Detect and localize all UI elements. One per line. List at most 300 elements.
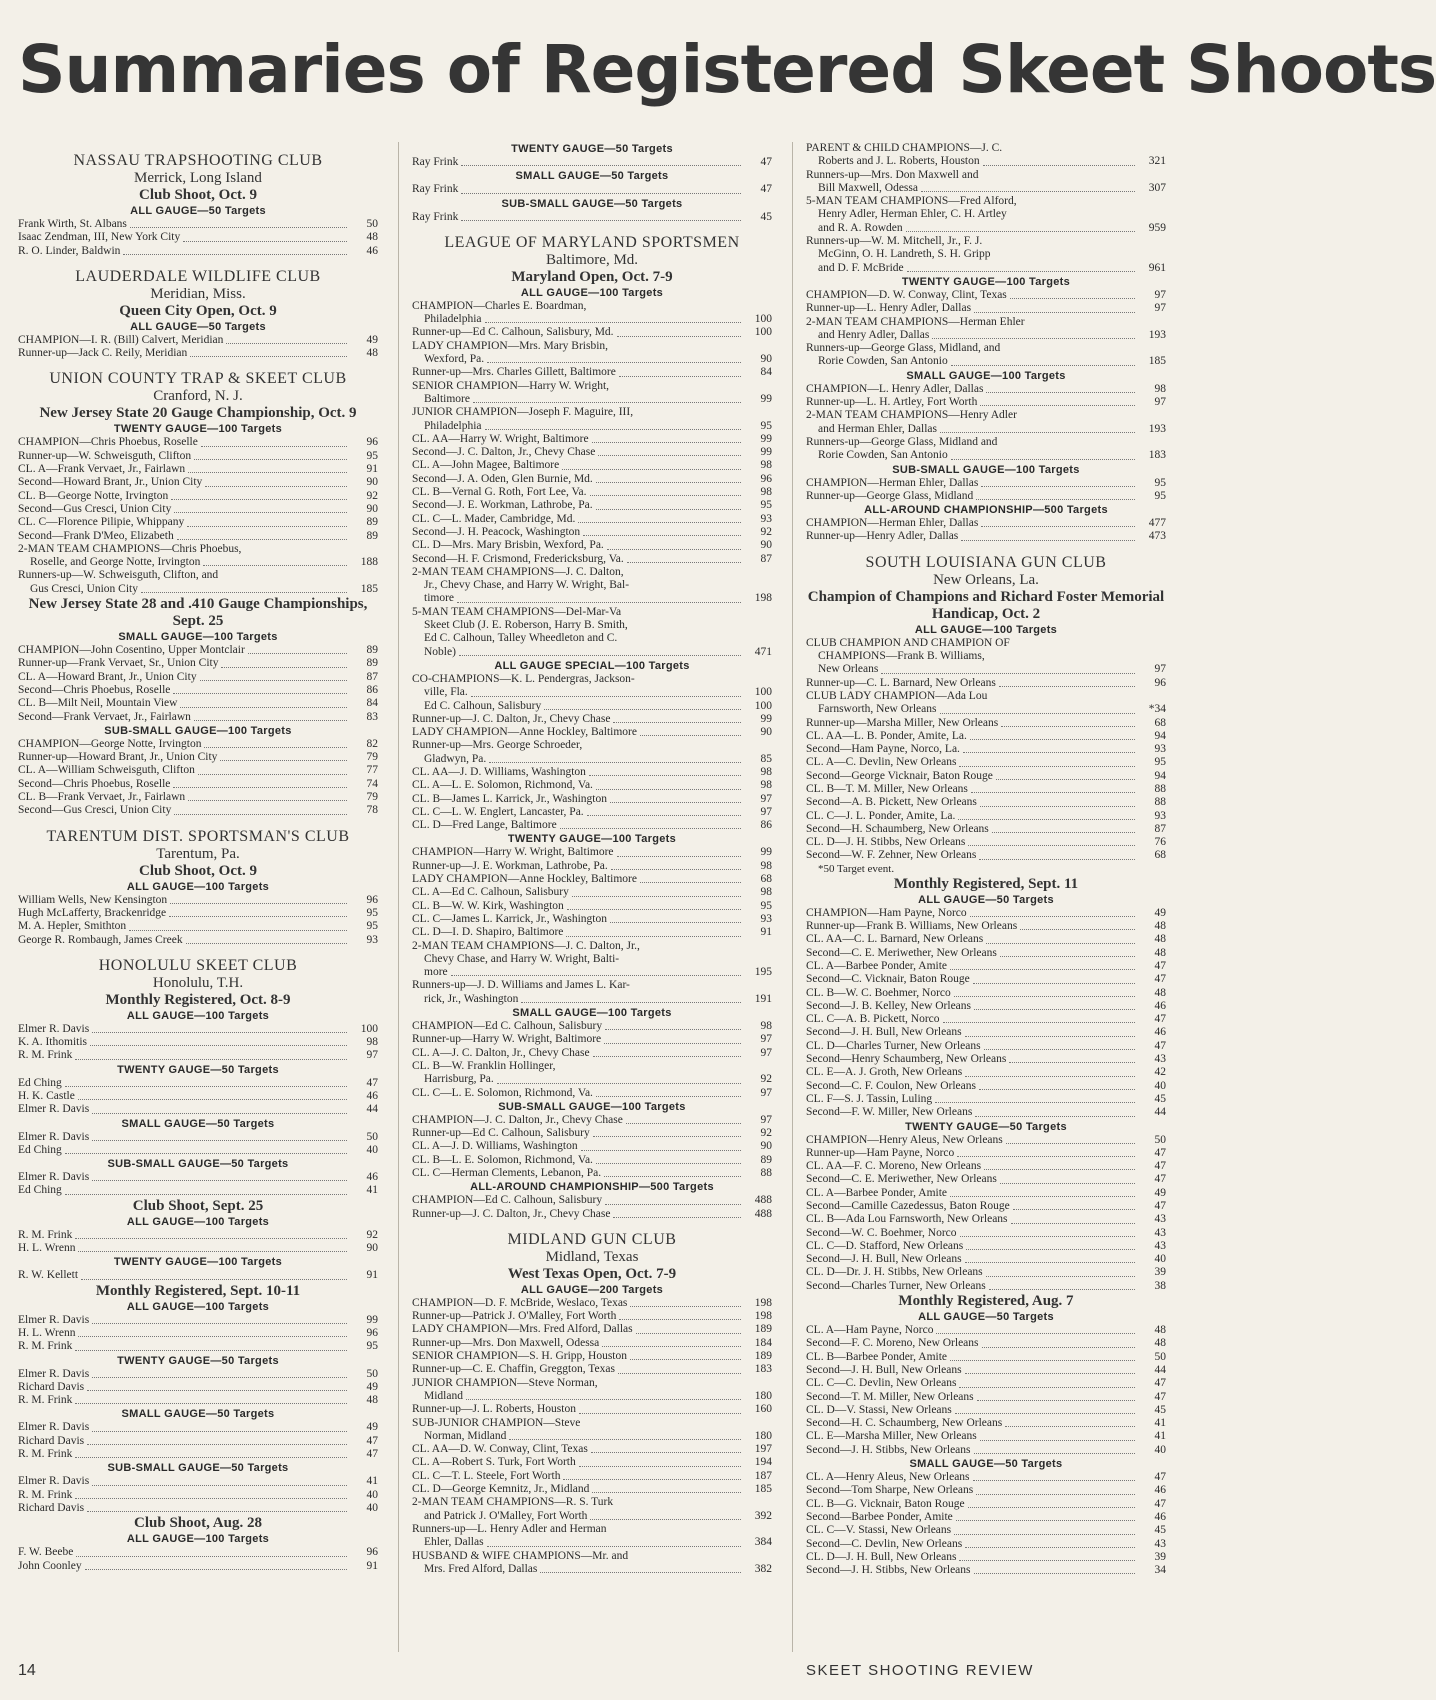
result-score: 100	[754, 699, 772, 712]
gauge-heading: TWENTY GAUGE—100 Targets	[113, 1256, 283, 1269]
result-row	[412, 1310, 772, 1323]
result-name: K. A. Ithomitis	[18, 1036, 88, 1049]
result-row	[806, 1026, 1166, 1039]
club-location: New Orleans, La.	[933, 571, 1039, 588]
result-score: 96	[1154, 676, 1166, 689]
dot-leader	[194, 459, 347, 460]
dot-leader	[92, 1140, 347, 1141]
result-name: Noble)	[424, 645, 456, 658]
dot-leader	[186, 943, 347, 944]
result-name: Second—Camille Cazedessus, Baton Rouge	[806, 1200, 1010, 1212]
result-name: Runner-up—C. E. Chaffin, Greggton, Texas	[412, 1363, 615, 1376]
dot-leader	[583, 535, 741, 536]
result-name: Second—W. F. Zehner, New Orleans	[806, 849, 977, 862]
result-score: 197	[754, 1443, 772, 1456]
result-row	[18, 751, 378, 764]
result-name: CL. A—Ham Payne, Norco	[806, 1324, 934, 1337]
club-name: TARENTUM DIST. SPORTSMAN'S CLUB	[46, 827, 350, 845]
result-name: and D. F. McBride	[818, 261, 904, 274]
result-name: Second—Barbee Ponder, Amite	[806, 1510, 953, 1523]
result-name: Runner-up—C. L. Barnard, New Orleans	[806, 676, 996, 689]
result-score: 39	[1154, 1266, 1166, 1279]
column-divider	[398, 142, 399, 1652]
result-row	[18, 231, 378, 244]
result-name: CL. D—Charles Turner, New Orleans	[806, 1039, 981, 1052]
dot-leader	[200, 680, 347, 681]
dot-leader	[521, 1002, 741, 1003]
dot-leader	[640, 882, 741, 883]
result-name: Runners-up—W. Schweisguth, Clifton, and	[18, 569, 219, 582]
result-score: 97	[1154, 288, 1166, 301]
result-row	[806, 222, 1166, 235]
result-row	[412, 940, 772, 953]
result-score: 95	[366, 1340, 378, 1353]
result-row	[18, 530, 378, 543]
dot-leader	[596, 789, 741, 790]
result-score: 180	[754, 1389, 772, 1402]
result-name: 2-MAN TEAM CHAMPIONS—J. C. Dalton, Jr.,	[412, 939, 640, 952]
result-row	[412, 819, 772, 832]
result-name: Frank Wirth, St. Albans	[18, 218, 127, 230]
result-name: Ehler, Dallas	[424, 1536, 484, 1549]
result-name: CL. D—J. H. Bull, New Orleans	[806, 1550, 957, 1563]
dot-leader	[92, 1180, 347, 1181]
result-name: Runner-up—J. L. Roberts, Houston	[412, 1403, 576, 1416]
dot-leader	[75, 1498, 347, 1499]
dot-leader	[975, 1116, 1135, 1117]
result-name: CL. F—S. J. Tassin, Luling	[806, 1092, 933, 1105]
dot-leader	[989, 1289, 1135, 1290]
result-name: Elmer R. Davis	[18, 1022, 90, 1035]
result-row	[806, 1227, 1166, 1240]
result-name: Elmer R. Davis	[18, 1313, 90, 1326]
result-score: 79	[366, 751, 378, 764]
result-score: 90	[366, 476, 378, 489]
result-row	[18, 778, 378, 791]
dot-leader	[177, 539, 347, 540]
result-name: Richard Davis	[18, 1501, 85, 1514]
result-name: Runner-up—Marsha Miller, New Orleans	[806, 716, 999, 729]
event-title: New Jersey State 28 and .410 Gauge Championships, Sept. 25	[28, 596, 368, 630]
dot-leader	[971, 792, 1135, 793]
dot-leader	[613, 1217, 741, 1218]
dot-leader	[579, 1413, 741, 1414]
result-row	[18, 1368, 378, 1381]
result-row	[412, 433, 772, 446]
result-row	[412, 713, 772, 726]
result-score: 89	[366, 657, 378, 670]
result-score: 87	[1154, 822, 1166, 835]
result-score: 77	[366, 764, 378, 777]
dot-leader	[979, 1089, 1135, 1090]
gauge-heading: ALL GAUGE SPECIAL—100 Targets	[494, 659, 690, 672]
result-name: Runners-up—George Glass, Midland and	[806, 435, 998, 448]
result-name: CHAMPION—Ham Payne, Norco	[806, 906, 967, 919]
dot-leader	[983, 165, 1135, 166]
club-location: Honolulu, T.H.	[152, 974, 244, 991]
result-score: 39	[1154, 1550, 1166, 1563]
dot-leader	[973, 1480, 1135, 1481]
result-score: 83	[366, 710, 378, 723]
result-name: Second—George Vicknair, Baton Rouge	[806, 769, 993, 782]
dot-leader	[75, 1059, 347, 1060]
result-row	[412, 1154, 772, 1167]
result-name: Roberts and J. L. Roberts, Houston	[818, 155, 980, 168]
result-name: Runner-up—Frank B. Williams, New Orleans	[806, 920, 1018, 933]
result-name: Second—C. E. Meriwether, New Orleans	[806, 1173, 997, 1186]
result-row	[18, 1103, 378, 1116]
result-score: 34	[1154, 1564, 1166, 1577]
result-row	[18, 907, 378, 920]
result-score: 40	[366, 1501, 378, 1514]
result-score: 96	[366, 893, 378, 906]
result-name: Mrs. Fred Alford, Dallas	[424, 1562, 538, 1575]
result-row	[412, 1496, 772, 1509]
result-row	[806, 142, 1166, 155]
dot-leader	[194, 720, 347, 721]
result-name: and Henry Adler, Dallas	[818, 328, 930, 341]
result-row	[412, 1087, 772, 1100]
result-score: 185	[360, 582, 378, 595]
result-name: CL. C—T. L. Steele, Fort Worth	[412, 1469, 561, 1482]
club-name: UNION COUNTY TRAP & SKEET CLUB	[49, 370, 347, 388]
result-row	[806, 796, 1166, 809]
result-row	[412, 1483, 772, 1496]
result-score: 187	[754, 1469, 772, 1482]
result-score: 82	[366, 737, 378, 750]
gauge-heading: ALL GAUGE—50 Targets	[130, 205, 266, 217]
dot-leader	[959, 1560, 1135, 1561]
result-name: CL. D—George Kemnitz, Jr., Midland	[412, 1483, 590, 1496]
club-location: Midland, Texas	[545, 1248, 639, 1265]
result-score: 488	[754, 1194, 772, 1207]
dot-leader	[619, 1319, 741, 1320]
dot-leader	[174, 512, 347, 513]
dot-leader	[593, 1136, 741, 1137]
result-name: CL. A—William Schweisguth, Clifton	[18, 764, 195, 777]
result-score: 95	[760, 419, 772, 432]
result-name: rick, Jr., Washington	[424, 992, 519, 1005]
dot-leader	[188, 472, 347, 473]
dot-leader	[982, 1347, 1135, 1348]
result-score: 92	[760, 1073, 772, 1086]
gauge-heading: ALL GAUGE—100 Targets	[520, 286, 664, 299]
result-score: 97	[760, 1046, 772, 1059]
result-row	[806, 947, 1166, 960]
result-row	[18, 334, 378, 347]
dot-leader	[626, 1123, 741, 1124]
result-score: 95	[366, 449, 378, 462]
result-row	[806, 1511, 1166, 1524]
result-score: 88	[1154, 796, 1166, 809]
gauge-heading: ALL GAUGE—50 Targets	[918, 1311, 1054, 1324]
dot-leader	[567, 909, 741, 910]
gauge-heading: ALL GAUGE—100 Targets	[126, 1533, 270, 1546]
result-name: Runner-up—Patrick J. O'Malley, Fort Worth	[412, 1310, 617, 1323]
result-row	[806, 477, 1166, 490]
column-divider	[792, 142, 793, 1652]
result-row	[18, 804, 378, 817]
dot-leader	[485, 429, 742, 430]
dot-leader	[974, 1453, 1136, 1454]
result-row	[806, 987, 1166, 1000]
result-score: 48	[1154, 1337, 1166, 1350]
dot-leader	[968, 845, 1135, 846]
result-score: 959	[1148, 221, 1166, 234]
result-row	[806, 810, 1166, 823]
dot-leader	[589, 775, 741, 776]
dot-leader	[980, 1440, 1135, 1441]
result-row	[412, 313, 772, 326]
result-score: 382	[754, 1562, 772, 1575]
result-score: 392	[754, 1509, 772, 1522]
result-row	[806, 1080, 1166, 1093]
result-score: 96	[760, 472, 772, 485]
result-row	[806, 1093, 1166, 1106]
club-name: MIDLAND GUN CLUB	[507, 1230, 677, 1248]
event-title: New Jersey State 20 Gauge Championship, Oct. 9	[39, 405, 357, 422]
result-name: Elmer R. Davis	[18, 1103, 90, 1116]
result-row	[18, 556, 378, 569]
dot-leader	[596, 482, 741, 483]
dot-leader	[221, 667, 347, 668]
result-score: 471	[754, 645, 772, 658]
dot-leader	[996, 779, 1135, 780]
result-row	[412, 1430, 772, 1443]
result-score: 85	[760, 752, 772, 765]
dot-leader	[968, 1507, 1135, 1508]
result-name: CL. B—W. C. Boehmer, Norco	[806, 986, 951, 999]
gauge-heading: SMALL GAUGE—50 Targets	[121, 1408, 275, 1421]
dot-leader	[950, 1196, 1135, 1197]
result-score: 194	[754, 1456, 772, 1469]
result-name: CL. B—James L. Karrick, Jr., Washington	[412, 792, 607, 805]
dot-leader	[602, 1346, 741, 1347]
result-row	[806, 717, 1166, 730]
result-row	[806, 423, 1166, 436]
result-name: Elmer R. Davis	[18, 1421, 90, 1434]
result-score: 184	[754, 1336, 772, 1349]
result-row	[412, 353, 772, 366]
result-name: Runner-up—Ed C. Calhoun, Salisbury, Md.	[412, 326, 614, 339]
page-number: 14	[18, 1662, 36, 1679]
result-name: CL. A—C. Devlin, New Orleans	[806, 756, 957, 769]
result-row	[412, 753, 772, 766]
result-name: Second—J. H. Peacock, Washington	[412, 525, 581, 538]
dot-leader	[965, 1373, 1135, 1374]
result-row	[806, 1266, 1166, 1279]
result-score: 96	[366, 1326, 378, 1339]
result-row	[18, 1546, 378, 1559]
result-score: 97	[760, 805, 772, 818]
result-score: 48	[1154, 933, 1166, 946]
result-score: 47	[1154, 1173, 1166, 1186]
result-score: 98	[760, 859, 772, 872]
result-row	[806, 1471, 1166, 1484]
result-row	[18, 1184, 378, 1197]
result-row	[412, 700, 772, 713]
result-name: Second—H. Schaumberg, New Orleans	[806, 822, 989, 835]
result-score: 46	[366, 244, 378, 257]
dot-leader	[627, 562, 741, 563]
result-score: 68	[1154, 849, 1166, 862]
result-name: CL. A—Ed C. Calhoun, Salisbury	[412, 886, 569, 899]
result-row	[18, 1144, 378, 1157]
result-row	[18, 1269, 378, 1282]
result-row	[806, 208, 1166, 221]
result-row	[412, 1403, 772, 1416]
result-row	[412, 1536, 772, 1549]
result-name: CL. B—Milt Neil, Mountain View	[18, 697, 178, 710]
result-name: Second—Gus Cresci, Union City	[18, 502, 172, 515]
result-score: 40	[1154, 1079, 1166, 1092]
result-row	[18, 1229, 378, 1242]
result-score: 47	[366, 1076, 378, 1089]
result-score: 97	[1154, 663, 1166, 676]
result-row	[412, 966, 772, 979]
result-name: 5-MAN TEAM CHAMPIONS—Fred Alford,	[806, 195, 1017, 208]
result-row	[18, 463, 378, 476]
dot-leader	[957, 1156, 1135, 1157]
dot-leader	[940, 432, 1135, 433]
result-row	[412, 1140, 772, 1153]
result-row	[412, 953, 772, 966]
result-score: 91	[760, 926, 772, 939]
result-row	[18, 569, 378, 582]
result-row	[806, 783, 1166, 796]
result-row	[412, 300, 772, 313]
dot-leader	[986, 392, 1135, 393]
result-row	[18, 1077, 378, 1090]
result-name: Rorie Cowden, San Antonio	[818, 449, 948, 462]
dot-leader	[1009, 1062, 1135, 1063]
result-score: 48	[1154, 1324, 1166, 1337]
result-score: 68	[760, 873, 772, 886]
result-score: 321	[1148, 155, 1166, 168]
result-score: 43	[1154, 1239, 1166, 1252]
result-row	[412, 1390, 772, 1403]
result-name: CL. A—Howard Brant, Jr., Union City	[18, 670, 197, 683]
dot-leader	[977, 1400, 1135, 1401]
result-name: Ed Ching	[18, 1143, 62, 1156]
result-score: 46	[1154, 1484, 1166, 1497]
dot-leader	[560, 828, 741, 829]
result-name: 2-MAN TEAM CHAMPIONS—Herman Ehler	[806, 315, 1025, 328]
result-row	[412, 473, 772, 486]
result-row	[806, 182, 1166, 195]
result-row	[806, 1200, 1166, 1213]
result-row	[806, 1351, 1166, 1364]
result-name: CL. C—D. Stafford, New Orleans	[806, 1239, 964, 1252]
result-row	[806, 1417, 1166, 1430]
result-row	[806, 302, 1166, 315]
dot-leader	[461, 220, 741, 221]
dot-leader	[984, 1169, 1135, 1170]
result-score: 89	[366, 644, 378, 657]
result-name: and Herman Ehler, Dallas	[818, 422, 937, 435]
result-name: Runner-up—Harry W. Wright, Baltimore	[412, 1033, 602, 1046]
result-row	[412, 1523, 772, 1536]
gauge-heading: ALL-AROUND CHAMPIONSHIP—500 Targets	[470, 1181, 714, 1194]
result-score: 90	[760, 353, 772, 366]
result-row	[412, 1377, 772, 1390]
column-1	[18, 142, 378, 1573]
result-name: CHAMPION—George Notte, Irvington	[18, 737, 202, 750]
dot-leader	[932, 338, 1135, 339]
gauge-heading: SMALL GAUGE—50 Targets	[121, 1117, 275, 1130]
result-name: 2-MAN TEAM CHAMPIONS—R. S. Turk	[412, 1496, 614, 1509]
result-row	[806, 650, 1166, 663]
result-row	[412, 566, 772, 579]
gauge-heading: ALL GAUGE—100 Targets	[126, 1300, 270, 1313]
dot-leader	[619, 376, 741, 377]
result-score: 100	[754, 313, 772, 326]
dot-leader	[1000, 1183, 1135, 1184]
result-row	[806, 1240, 1166, 1253]
result-name: CL. B—T. M. Miller, New Orleans	[806, 782, 968, 795]
result-score: 50	[1154, 1133, 1166, 1146]
result-name: Second—J. B. Kelley, New Orleans	[806, 999, 972, 1012]
result-row	[806, 703, 1166, 716]
result-score: 47	[1154, 1471, 1166, 1484]
result-score: 43	[1154, 1537, 1166, 1550]
result-score: 198	[754, 592, 772, 605]
result-row	[412, 499, 772, 512]
result-score: 46	[366, 1089, 378, 1102]
result-score: 49	[366, 1421, 378, 1434]
result-row	[806, 743, 1166, 756]
result-row	[18, 697, 378, 710]
club-location: Tarentum, Pa.	[156, 845, 240, 862]
result-score: 94	[1154, 729, 1166, 742]
result-score: 189	[754, 1350, 772, 1363]
result-name: CL. B—Barbee Ponder, Amite	[806, 1350, 948, 1363]
result-score: 86	[366, 683, 378, 696]
dot-leader	[965, 1547, 1135, 1548]
result-score: 99	[366, 1313, 378, 1326]
dot-leader	[485, 322, 742, 323]
result-score: 183	[1148, 449, 1166, 462]
dot-leader	[965, 1262, 1135, 1263]
result-row	[18, 1381, 378, 1394]
result-row	[412, 1323, 772, 1336]
dot-leader	[979, 859, 1135, 860]
dot-leader	[630, 1306, 741, 1307]
result-name: 2-MAN TEAM CHAMPIONS—J. C. Dalton,	[412, 565, 624, 578]
club-name: LEAGUE OF MARYLAND SPORTSMEN	[444, 233, 740, 251]
result-name: R. M. Frink	[18, 1488, 73, 1501]
result-row	[412, 1167, 772, 1180]
result-row	[412, 993, 772, 1006]
result-row	[806, 316, 1166, 329]
dot-leader	[963, 752, 1135, 753]
result-name: CHAMPION—I. R. (Bill) Calvert, Meridian	[18, 333, 224, 346]
dot-leader	[906, 231, 1135, 232]
dot-leader	[596, 1096, 741, 1097]
dot-leader	[984, 1049, 1135, 1050]
result-score: 95	[760, 899, 772, 912]
result-name: CHAMPION—John Cosentino, Upper Montclair	[18, 644, 245, 657]
dot-leader	[973, 983, 1135, 984]
result-row	[18, 516, 378, 529]
result-name: CL. C—J. L. Ponder, Amite, La.	[806, 809, 956, 822]
dot-leader	[592, 1492, 741, 1493]
dot-leader	[954, 1534, 1135, 1535]
result-row	[412, 779, 772, 792]
result-row	[412, 579, 772, 592]
dot-leader	[203, 565, 347, 566]
result-name: Baltimore	[424, 392, 470, 405]
